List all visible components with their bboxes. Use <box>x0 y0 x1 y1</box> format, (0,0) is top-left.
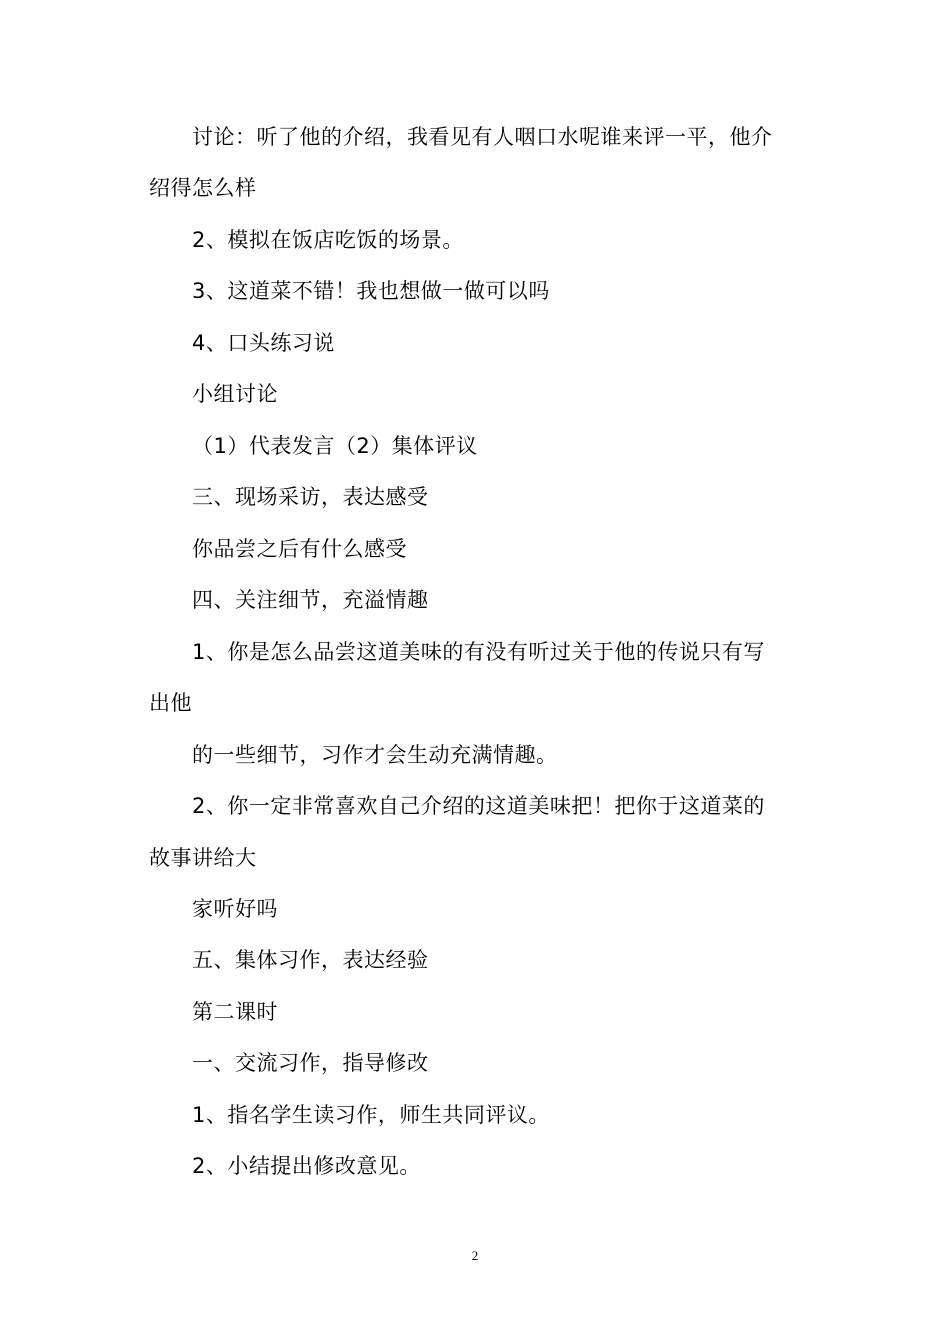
list-item: 2、小结提出修改意见。 <box>192 1154 421 1178</box>
list-item: 2、模拟在饭店吃饭的场景。 <box>192 228 464 252</box>
paragraph-line: （1）代表发言（2）集体评议 <box>192 434 478 458</box>
section-heading: 三、现场采访，表达感受 <box>192 485 429 509</box>
section-heading: 第二课时 <box>192 1000 278 1024</box>
paragraph-line: 故事讲给大 <box>149 846 257 870</box>
paragraph-line: 你品尝之后有什么感受 <box>192 537 407 561</box>
paragraph-line: 家听好吗 <box>192 897 278 921</box>
paragraph-line: 讨论：听了他的介绍，我看见有人咽口水呢谁来评一平，他介 <box>192 125 773 149</box>
paragraph-line: 出他 <box>149 691 192 715</box>
list-item: 1、你是怎么品尝这道美味的有没有听过关于他的传说只有写 <box>192 640 765 664</box>
section-heading: 四、关注细节，充溢情趣 <box>192 588 429 612</box>
paragraph-line: 小组讨论 <box>192 382 278 406</box>
list-item: 3、这道菜不错！我也想做一做可以吗 <box>192 279 550 303</box>
list-item: 2、你一定非常喜欢自己介绍的这道美味把！把你于这道菜的 <box>192 794 765 818</box>
list-item: 4、口头练习说 <box>192 331 335 355</box>
page-number: 2 <box>471 1248 479 1263</box>
section-heading: 五、集体习作，表达经验 <box>192 948 429 972</box>
list-item: 1、指名学生读习作，师生共同评议。 <box>192 1103 550 1127</box>
section-heading: 一、交流习作，指导修改 <box>192 1051 429 1075</box>
paragraph-line: 绍得怎么样 <box>149 176 257 200</box>
paragraph-line: 的一些细节，习作才会生动充满情趣。 <box>192 743 558 767</box>
